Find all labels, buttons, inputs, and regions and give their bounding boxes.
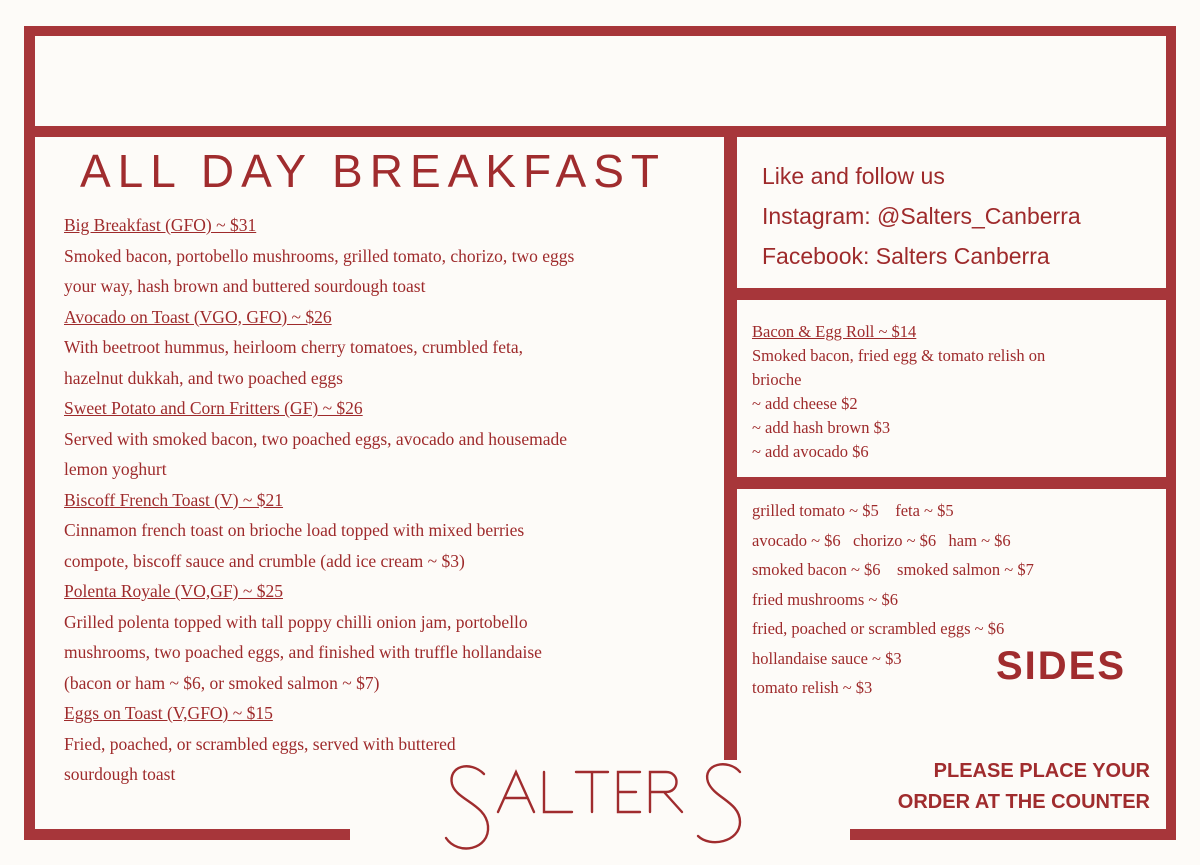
- item-title: Sweet Potato and Corn Fritters (GF) ~ $26: [64, 398, 363, 418]
- header-divider-bar: [24, 126, 1175, 137]
- sides-line: hollandaise sauce ~ $3: [752, 648, 902, 668]
- item-desc-line: lemon yoghurt: [64, 459, 167, 479]
- sides-line: avocado ~ $6 chorizo ~ $6 ham ~ $6: [752, 530, 1011, 550]
- item-desc-line: sourdough toast: [64, 764, 176, 784]
- item-desc-line: mushrooms, two poached eggs, and finished with truffle hollandaise: [64, 642, 542, 662]
- sides-line: fried, poached or scrambled eggs ~ $6: [752, 619, 1005, 638]
- item-desc-line: compote, biscoff sauce and crumble (add ice cream ~ $3): [64, 550, 465, 571]
- instagram-handle: Instagram: @Salters_Canberra: [762, 203, 1081, 229]
- roll-panel: [752, 320, 1152, 464]
- item-desc-line: Fried, poached, or scrambled eggs, served with buttered: [64, 733, 456, 754]
- salters-logo: [440, 752, 770, 860]
- roll-addon: ~ add cheese $2: [752, 394, 858, 413]
- sides-line: tomato relish ~ $3: [752, 678, 873, 697]
- roll-desc-line: brioche: [752, 370, 802, 389]
- menu-item: [64, 393, 714, 485]
- frame-left-bar: [24, 26, 35, 840]
- item-desc-line: Cinnamon french toast on brioche load topped with mixed berries: [64, 520, 525, 540]
- item-desc-line: (bacon or ham ~ $6, or smoked salmon ~ $7): [64, 672, 380, 693]
- sides-line: grilled tomato ~ $5 feta ~ $5: [752, 501, 954, 520]
- item-desc-line: With beetroot hummus, heirloom cherry tomatoes, crumbled feta,: [64, 337, 524, 357]
- roll-addon: ~ add avocado $6: [752, 442, 869, 461]
- social-panel: [762, 156, 1081, 276]
- item-desc-line: hazelnut dukkah, and two poached eggs: [64, 367, 343, 388]
- frame-right-bar: [1166, 26, 1176, 840]
- item-desc-line: Smoked bacon, portobello mushrooms, grilled tomato, chorizo, two eggs: [64, 245, 575, 266]
- column-divider-bar: [724, 126, 737, 760]
- roll-desc-line: Smoked bacon, fried egg & tomato relish on: [752, 346, 1046, 365]
- item-title: Avocado on Toast (VGO, GFO) ~ $26: [64, 306, 332, 327]
- menu-item: [64, 576, 714, 698]
- sides-line: fried mushrooms ~ $6: [752, 589, 898, 609]
- menu-item: [64, 302, 714, 394]
- item-desc-line: Served with smoked bacon, two poached eggs, avocado and housemade: [64, 428, 567, 449]
- item-title: Big Breakfast (GFO) ~ $31: [64, 215, 257, 235]
- breakfast-menu: [64, 210, 714, 790]
- item-title: Eggs on Toast (V,GFO) ~ $15: [64, 703, 273, 723]
- item-desc-line: your way, hash brown and buttered sourdough toast: [64, 276, 426, 296]
- sides-line: smoked bacon ~ $6 smoked salmon ~ $7: [752, 560, 1034, 579]
- item-title: Polenta Royale (VO,GF) ~ $25: [64, 581, 283, 601]
- bottom-right-bar: [850, 829, 1176, 840]
- facebook-handle: Facebook: Salters Canberra: [762, 243, 1050, 269]
- frame-top-bar: [24, 26, 1175, 36]
- bottom-left-bar: [24, 829, 350, 840]
- roll-divider-bar: [724, 477, 1175, 489]
- roll-title: Bacon & Egg Roll ~ $14: [752, 322, 917, 341]
- item-desc-line: Grilled polenta topped with tall poppy chilli onion jam, portobello: [64, 611, 528, 632]
- menu-item: [64, 210, 714, 302]
- counter-line-2: ORDER AT THE COUNTER: [897, 791, 1150, 813]
- counter-line-1: PLEASE PLACE YOUR: [933, 760, 1150, 782]
- sides-list: [752, 496, 1034, 703]
- counter-notice: [898, 756, 1150, 818]
- sides-heading: SIDES: [996, 644, 1127, 688]
- follow-text: Like and follow us: [762, 163, 945, 189]
- item-title: Biscoff French Toast (V) ~ $21: [64, 489, 284, 510]
- social-divider-bar: [724, 288, 1175, 300]
- menu-item: [64, 485, 714, 577]
- roll-addon: ~ add hash brown $3: [752, 418, 891, 437]
- breakfast-heading: ALL DAY BREAKFAST: [80, 145, 667, 197]
